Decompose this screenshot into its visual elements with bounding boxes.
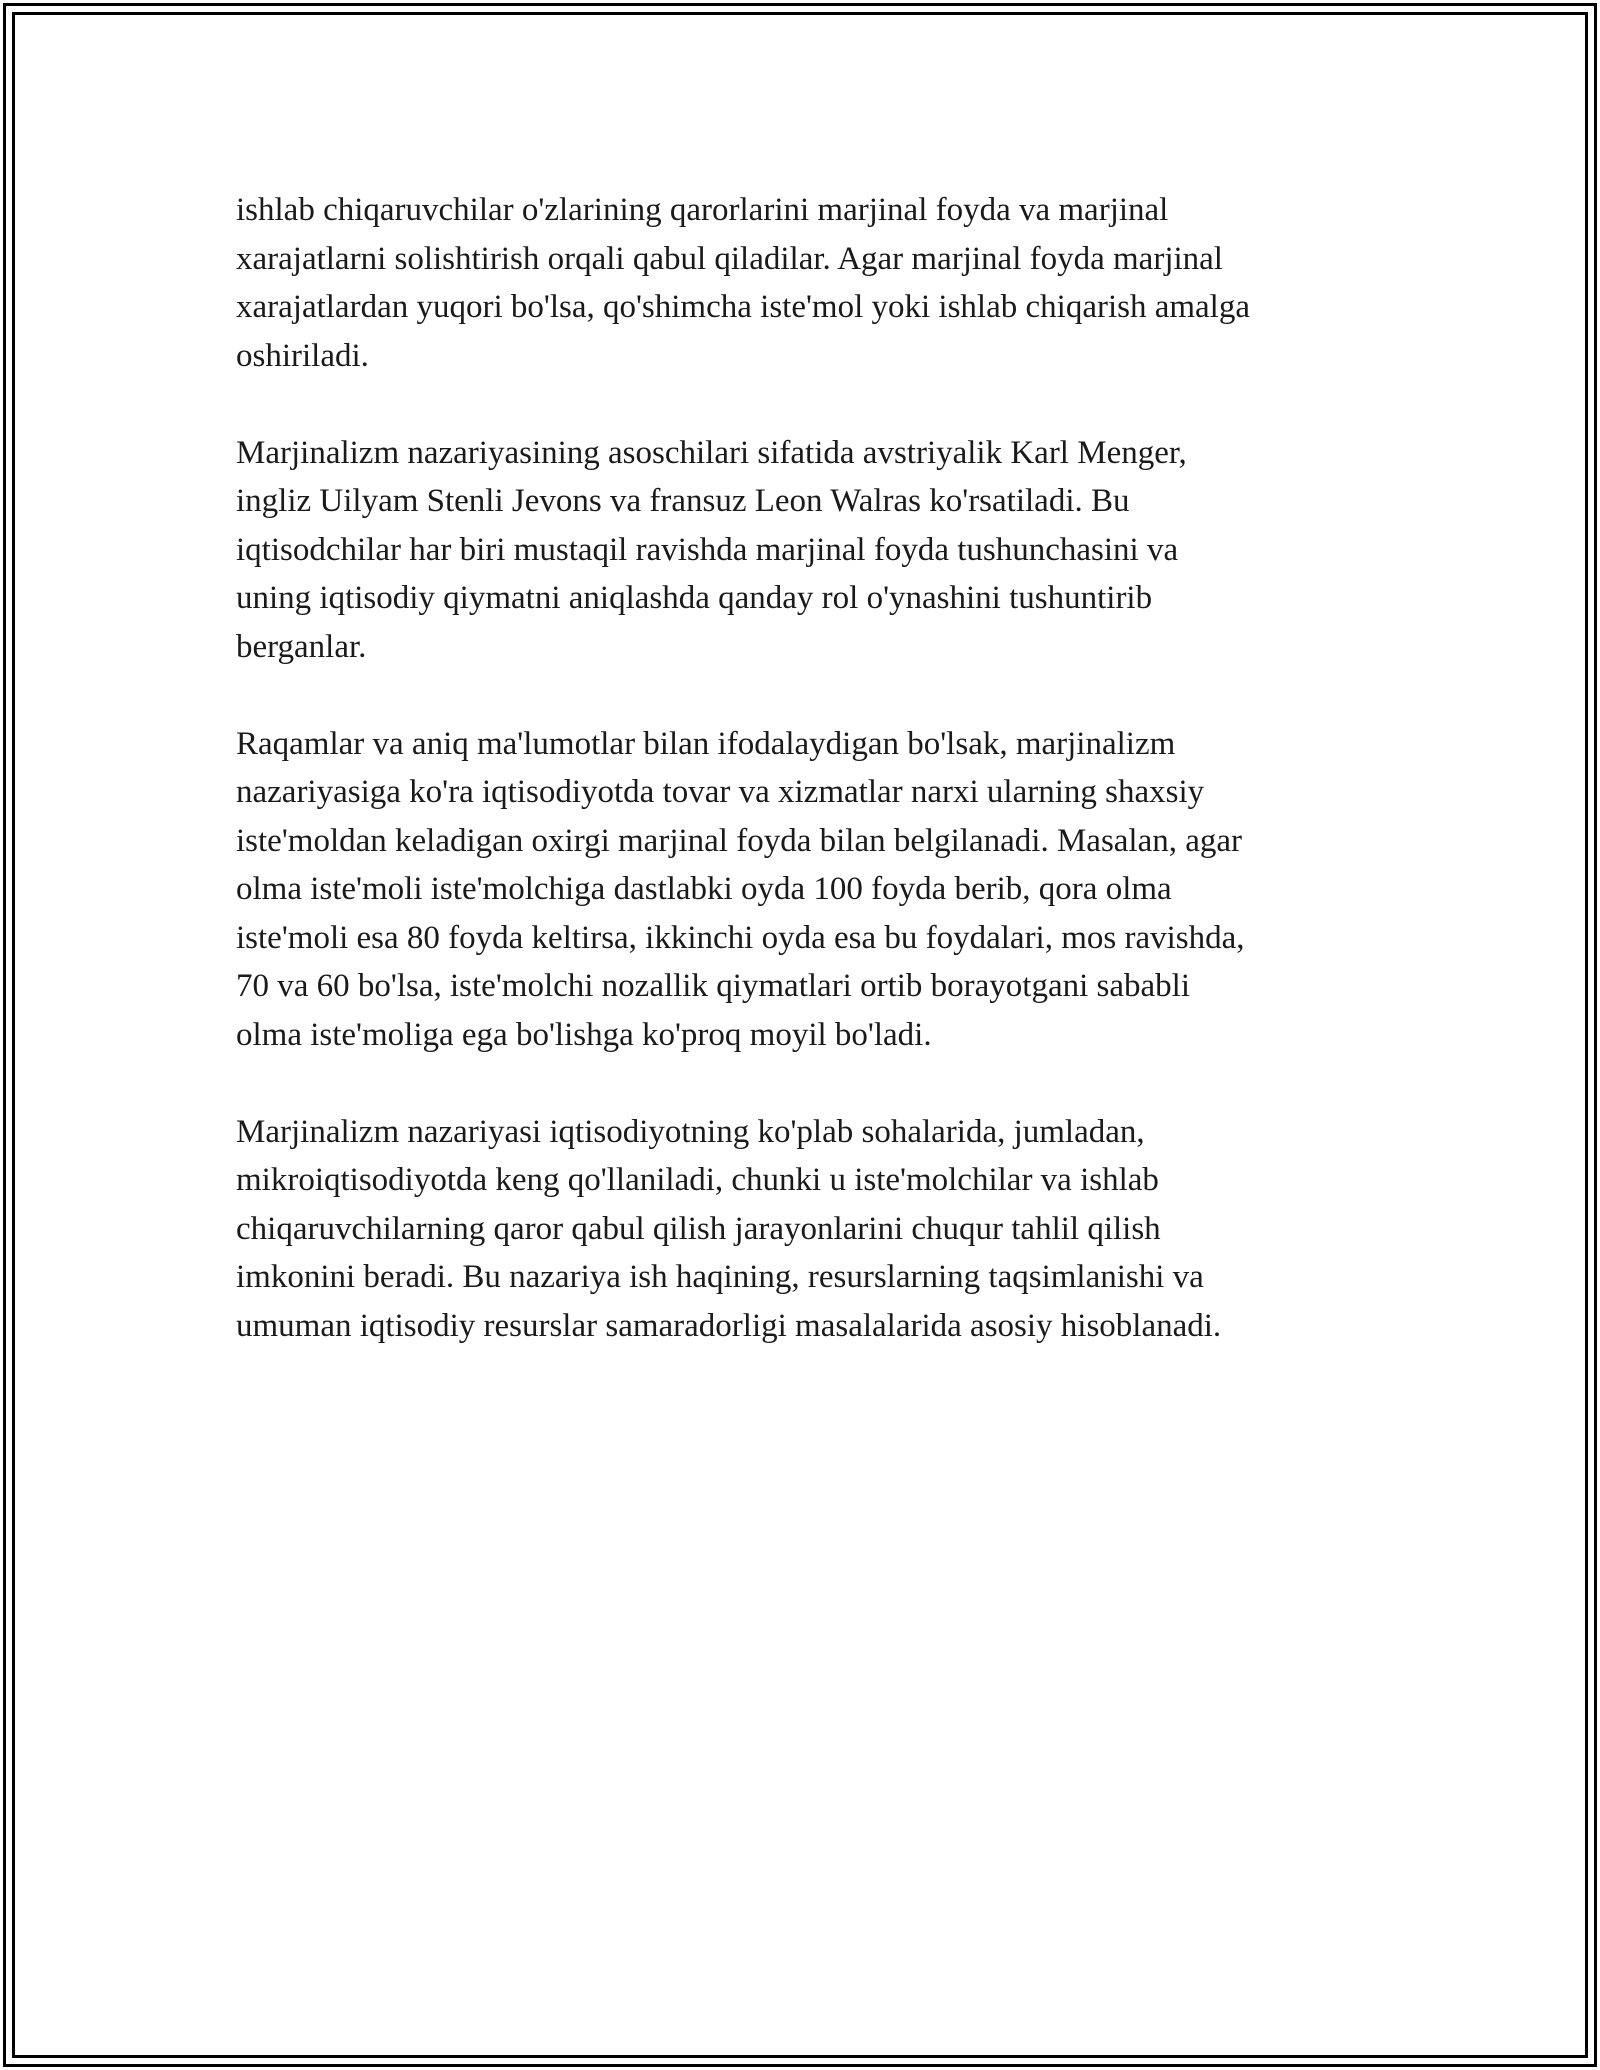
paragraph-2: Marjinalizm nazariyasining asoschilari sifatida avstriyalik Karl Menger, ingliz Uilyam Stenli Jevons va fransuz Leon Walras ko'rsatiladi. Bu iqtisodchilar har biri mustaqil ravishda marjinal foyda tushunchasini va uning iqtisodiy qiymatni aniqlashda qanday rol o'ynashini tushuntirib berganlar. [236,434,1187,665]
paragraph-3: Raqamlar va aniq ma'lumotlar bilan ifodalaydigan bo'lsak, marjinalizm nazariyasiga ko'ra iqtisodiyotda tovar va xizmatlar narxi ularning shaxsiy iste'moldan keladigan oxirgi marjinal foyda bilan belgilanadi. Masalan, agar olma iste'moli iste'molchiga dastlabki oyda 100 foyda berib, qora olma iste'moli esa 80 foyda keltirsa, ikkinchi oyda esa bu foydalari, mos ravishda, 70 va 60 bo'lsa, iste'molchi nozallik qiymatlari ortib borayotgani sababli olma iste'moliga ega bo'lishga ko'proq moyil bo'ladi. [236,725,1245,1053]
paragraph-1: ishlab chiqaruvchilar o'zlarining qarorlarini marjinal foyda va marjinal xarajatlarni solishtirish orqali qabul qiladilar. Agar marjinal foyda marjinal xarajatlardan yuqori bo'lsa, qo'shimcha iste'mol yoki ishlab chiqarish amalga oshiriladi. [236,192,1250,374]
document-body [236,186,1376,1399]
paragraph-4: Marjinalizm nazariyasi iqtisodiyotning ko'plab sohalarida, jumladan, mikroiqtisodiyotda keng qo'llaniladi, chunki u iste'molchilar va ishlab chiqaruvchilarning qaror qabul qilish jarayonlarini chuqur tahlil qilish imkonini beradi. Bu nazariya ish haqining, resurslarning taqsimlanishi va umuman iqtisodiy resurslar samaradorligi masalalarida asosiy hisoblanadi. [236,1113,1222,1344]
